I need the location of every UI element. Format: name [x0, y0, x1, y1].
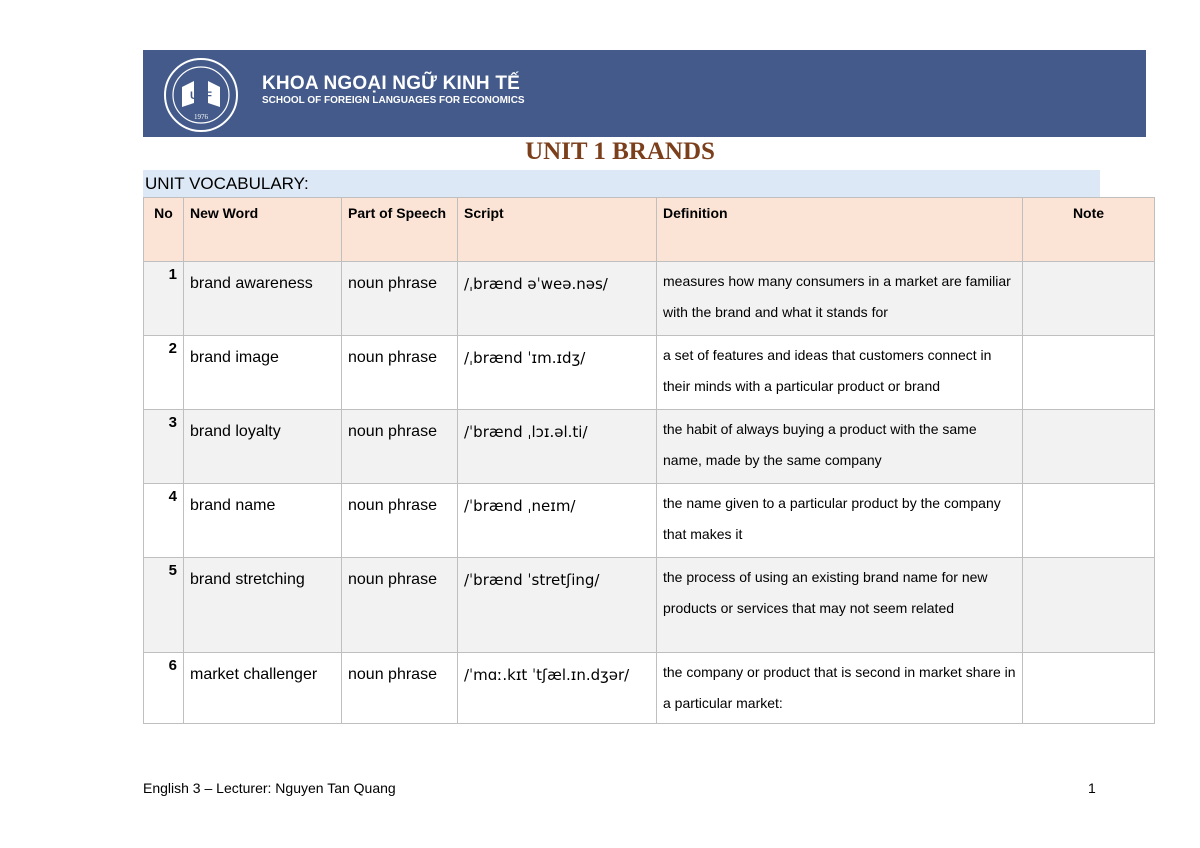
- row-note: [1023, 558, 1155, 653]
- table-row: [144, 653, 1155, 724]
- row-number: 3: [144, 410, 184, 484]
- row-number: 4: [144, 484, 184, 558]
- row-number: 5: [144, 558, 184, 653]
- row-part-of-speech: noun phrase: [342, 484, 458, 558]
- row-note: [1023, 410, 1155, 484]
- row-word: brand name: [184, 484, 342, 558]
- row-part-of-speech: noun phrase: [342, 558, 458, 653]
- table-row: [144, 262, 1155, 336]
- row-definition: the habit of always buying a product with the same name, made by the same company: [657, 410, 1023, 484]
- row-part-of-speech: noun phrase: [342, 653, 458, 724]
- row-definition: measures how many consumers in a market are familiar with the brand and what it stands for: [657, 262, 1023, 336]
- row-note: [1023, 653, 1155, 724]
- page-number: 1: [1088, 780, 1096, 796]
- row-part-of-speech: noun phrase: [342, 262, 458, 336]
- banner-subtitle: SCHOOL OF FOREIGN LANGUAGES FOR ECONOMICS: [262, 95, 525, 106]
- row-definition: a set of features and ideas that customers connect in their minds with a particular product or brand: [657, 336, 1023, 410]
- logo-year: 1976: [194, 113, 208, 121]
- row-number: 2: [144, 336, 184, 410]
- row-part-of-speech: noun phrase: [342, 336, 458, 410]
- header-part-of-speech: Part of Speech: [342, 198, 458, 262]
- unit-title: UNIT 1 BRANDS: [525, 138, 715, 165]
- row-note: [1023, 336, 1155, 410]
- row-word: brand loyalty: [184, 410, 342, 484]
- table-row: [144, 410, 1155, 484]
- section-label: UNIT VOCABULARY:: [145, 174, 309, 193]
- row-definition: the name given to a particular product by the company that makes it: [657, 484, 1023, 558]
- row-script: /ˌbrænd ˈɪm.ɪdʒ/: [458, 336, 657, 410]
- row-script: /ˈbrænd ˌlɔɪ.əl.ti/: [458, 410, 657, 484]
- row-script: /ˌbrænd əˈweə.nəs/: [458, 262, 657, 336]
- footer-course-lecturer: English 3 – Lecturer: Nguyen Tan Quang: [143, 780, 396, 796]
- row-part-of-speech: noun phrase: [342, 410, 458, 484]
- row-number: 1: [144, 262, 184, 336]
- logo-text: UEF: [190, 90, 212, 102]
- banner-title: KHOA NGOẠI NGỮ KINH TẾ: [262, 73, 521, 94]
- table-row: [144, 336, 1155, 410]
- header-script: Script: [458, 198, 657, 262]
- vocabulary-table: [143, 197, 1155, 724]
- row-word: market challenger: [184, 653, 342, 724]
- row-word: brand awareness: [184, 262, 342, 336]
- row-script: /ˈbrænd ˌneɪm/: [458, 484, 657, 558]
- row-note: [1023, 262, 1155, 336]
- row-script: /ˈmɑː.kɪt ˈtʃæl.ɪn.dʒər/: [458, 653, 657, 724]
- row-note: [1023, 484, 1155, 558]
- row-word: brand image: [184, 336, 342, 410]
- table-header-row: [144, 198, 1155, 262]
- header-note: Note: [1023, 198, 1155, 262]
- row-number: 6: [144, 653, 184, 724]
- table-row: [144, 558, 1155, 653]
- table-row: [144, 484, 1155, 558]
- school-logo-icon: [160, 57, 242, 133]
- header-definition: Definition: [657, 198, 1023, 262]
- row-word: brand stretching: [184, 558, 342, 653]
- row-script: /ˈbrænd ˈstretʃing/: [458, 558, 657, 653]
- row-definition: the company or product that is second in market share in a particular market:: [657, 653, 1023, 724]
- row-definition: the process of using an existing brand name for new products or services that may not seem related: [657, 558, 1023, 653]
- header-new-word: New Word: [184, 198, 342, 262]
- header-no: No: [144, 198, 184, 262]
